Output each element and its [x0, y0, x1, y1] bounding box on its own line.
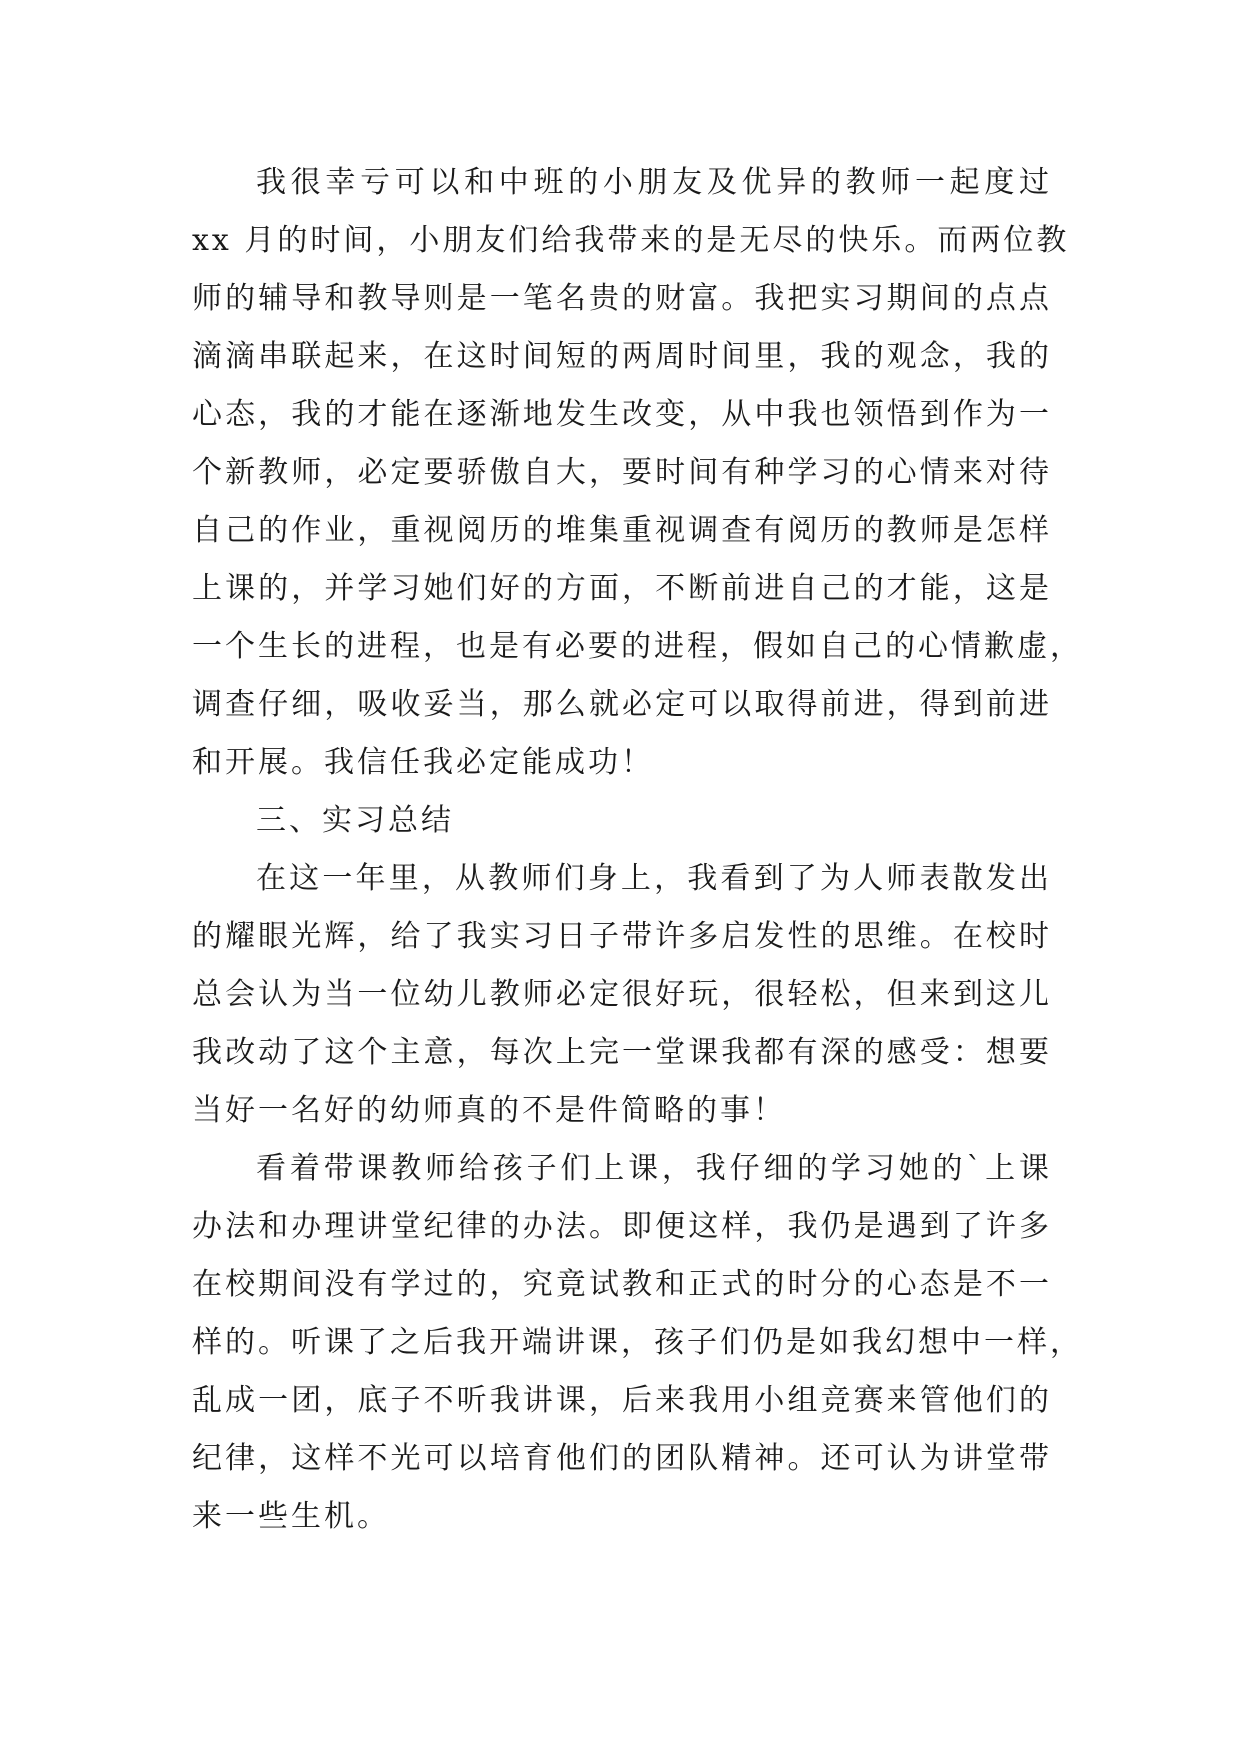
text-line: 和开展。我信任我必定能成功！ [192, 745, 654, 780]
text-line: 师的辅导和教导则是一笔名贵的财富。我把实习期间的点点 [192, 281, 1052, 316]
section-heading [192, 792, 1052, 850]
heading-text: 三、实习总结 [256, 803, 454, 838]
text-line: 我改动了这个主意，每次上完一堂课我都有深的感受：想要 [192, 1035, 1052, 1070]
text-line: 一个生长的进程，也是有必要的进程，假如自己的心情歉虚， [192, 629, 1083, 664]
text-line: 心态，我的才能在逐渐地发生改变，从中我也领悟到作为一 [192, 397, 1052, 432]
text-line: 上课的，并学习她们好的方面，不断前进自己的才能，这是 [192, 571, 1052, 606]
text-line: 样的。听课了之后我开端讲课，孩子们仍是如我幻想中一样， [192, 1325, 1083, 1360]
text-line: 当好一名好的幼师真的不是件简略的事！ [192, 1093, 786, 1128]
paragraph [192, 154, 1083, 792]
paragraph [192, 850, 1052, 1140]
text-line: xx 月的时间，小朋友们给我带来的是无尽的快乐。而两位教 [192, 223, 1070, 258]
text-line: 的耀眼光辉，给了我实习日子带许多启发性的思维。在校时 [192, 919, 1052, 954]
text-line: 在这一年里，从教师们身上，我看到了为人师表散发出 [256, 861, 1052, 896]
text-line: 办法和办理讲堂纪律的办法。即便这样，我仍是遇到了许多 [192, 1209, 1052, 1244]
text-line: 我很幸亏可以和中班的小朋友及优异的教师一起度过 [256, 165, 1052, 200]
text-line: 个新教师，必定要骄傲自大，要时间有种学习的心情来对待 [192, 455, 1052, 490]
text-line: 看着带课教师给孩子们上课，我仔细的学习她的`上课 [256, 1151, 1052, 1186]
text-line: 来一些生机。 [192, 1499, 390, 1534]
text-line: 乱成一团，底子不听我讲课，后来我用小组竞赛来管他们的 [192, 1383, 1052, 1418]
text-line: 自己的作业，重视阅历的堆集重视调查有阅历的教师是怎样 [192, 513, 1052, 548]
text-line: 纪律，这样不光可以培育他们的团队精神。还可认为讲堂带 [192, 1441, 1052, 1476]
text-line: 在校期间没有学过的，究竟试教和正式的时分的心态是不一 [192, 1267, 1052, 1302]
paragraph [192, 1140, 1083, 1546]
text-line: 调查仔细，吸收妥当，那么就必定可以取得前进，得到前进 [192, 687, 1052, 722]
text-line: 总会认为当一位幼儿教师必定很好玩，很轻松，但来到这儿 [192, 977, 1052, 1012]
text-line: 滴滴串联起来，在这时间短的两周时间里，我的观念，我的 [192, 339, 1052, 374]
document-body [192, 154, 1083, 1546]
